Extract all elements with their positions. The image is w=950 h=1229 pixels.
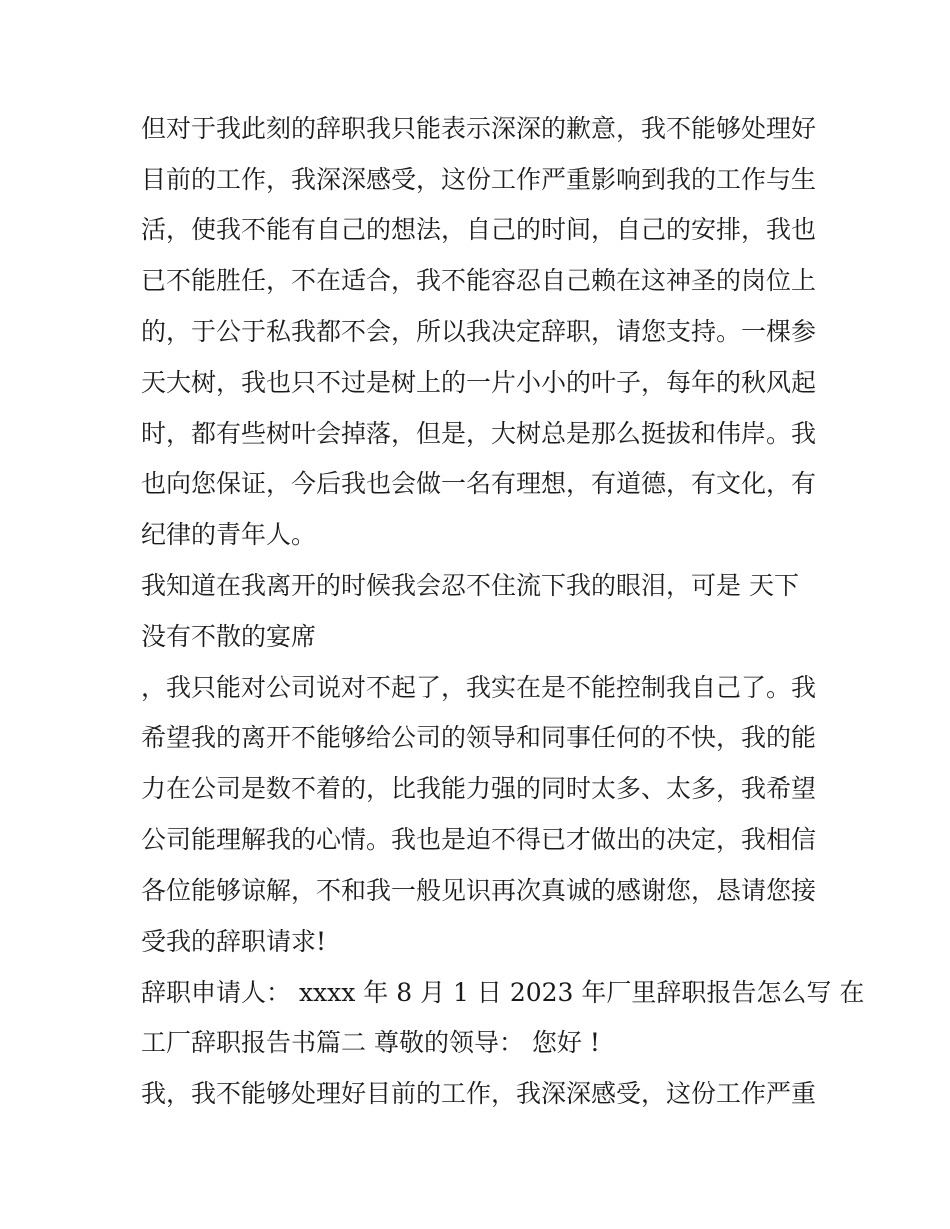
text-line: 天大树，我也只不过是树上的一片小小的叶子，每年的秋风起 [141, 368, 817, 397]
text-line: 活，使我不能有自己的想法，自己的时间，自己的安排，我也 [141, 215, 817, 244]
text-line: 我知道在我离开的时候我会忍不住流下我的眼泪，可是 天下 [141, 571, 799, 600]
text-line: 也向您保证，今后我也会做一名有理想，有道德，有文化，有 [141, 469, 817, 498]
text-line: 目前的工作，我深深感受，这份工作严重影响到我的工作与生 [141, 165, 817, 194]
text-line: 工厂辞职报告书篇二 尊敬的领导： 您好 ! [141, 1028, 600, 1057]
text-line: 辞职申请人： xxxx 年 8 月 1 日 2023 年厂里辞职报告怎么写 在 [141, 978, 865, 1007]
text-line: 但对于我此刻的辞职我只能表示深深的歉意，我不能够处理好 [141, 114, 817, 143]
text-line: 已不能胜任，不在适合，我不能容忍自己赖在这神圣的岗位上 [141, 266, 817, 295]
text-line: 受我的辞职请求! [141, 927, 327, 956]
text-line: ，我只能对公司说对不起了，我实在是不能控制我自己了。我 [141, 673, 817, 702]
text-line: 的，于公于私我都不会，所以我决定辞职，请您支持。一棵参 [141, 317, 817, 346]
text-line: 希望我的离开不能够给公司的领导和同事任何的不快，我的能 [141, 723, 817, 752]
text-line: 我，我不能够处理好目前的工作，我深深感受，这份工作严重 [141, 1079, 817, 1108]
text-line: 力在公司是数不着的，比我能力强的同时太多、太多，我希望 [141, 774, 817, 803]
text-line: 时，都有些树叶会掉落，但是，大树总是那么挺拔和伟岸。我 [141, 419, 817, 448]
text-line: 没有不散的宴席 [141, 622, 317, 651]
text-line: 各位能够谅解，不和我一般见识再次真诚的感谢您，恳请您接 [141, 876, 817, 905]
text-line: 纪律的青年人。 [141, 520, 317, 549]
text-line: 公司能理解我的心情。我也是迫不得已才做出的决定，我相信 [141, 825, 817, 854]
